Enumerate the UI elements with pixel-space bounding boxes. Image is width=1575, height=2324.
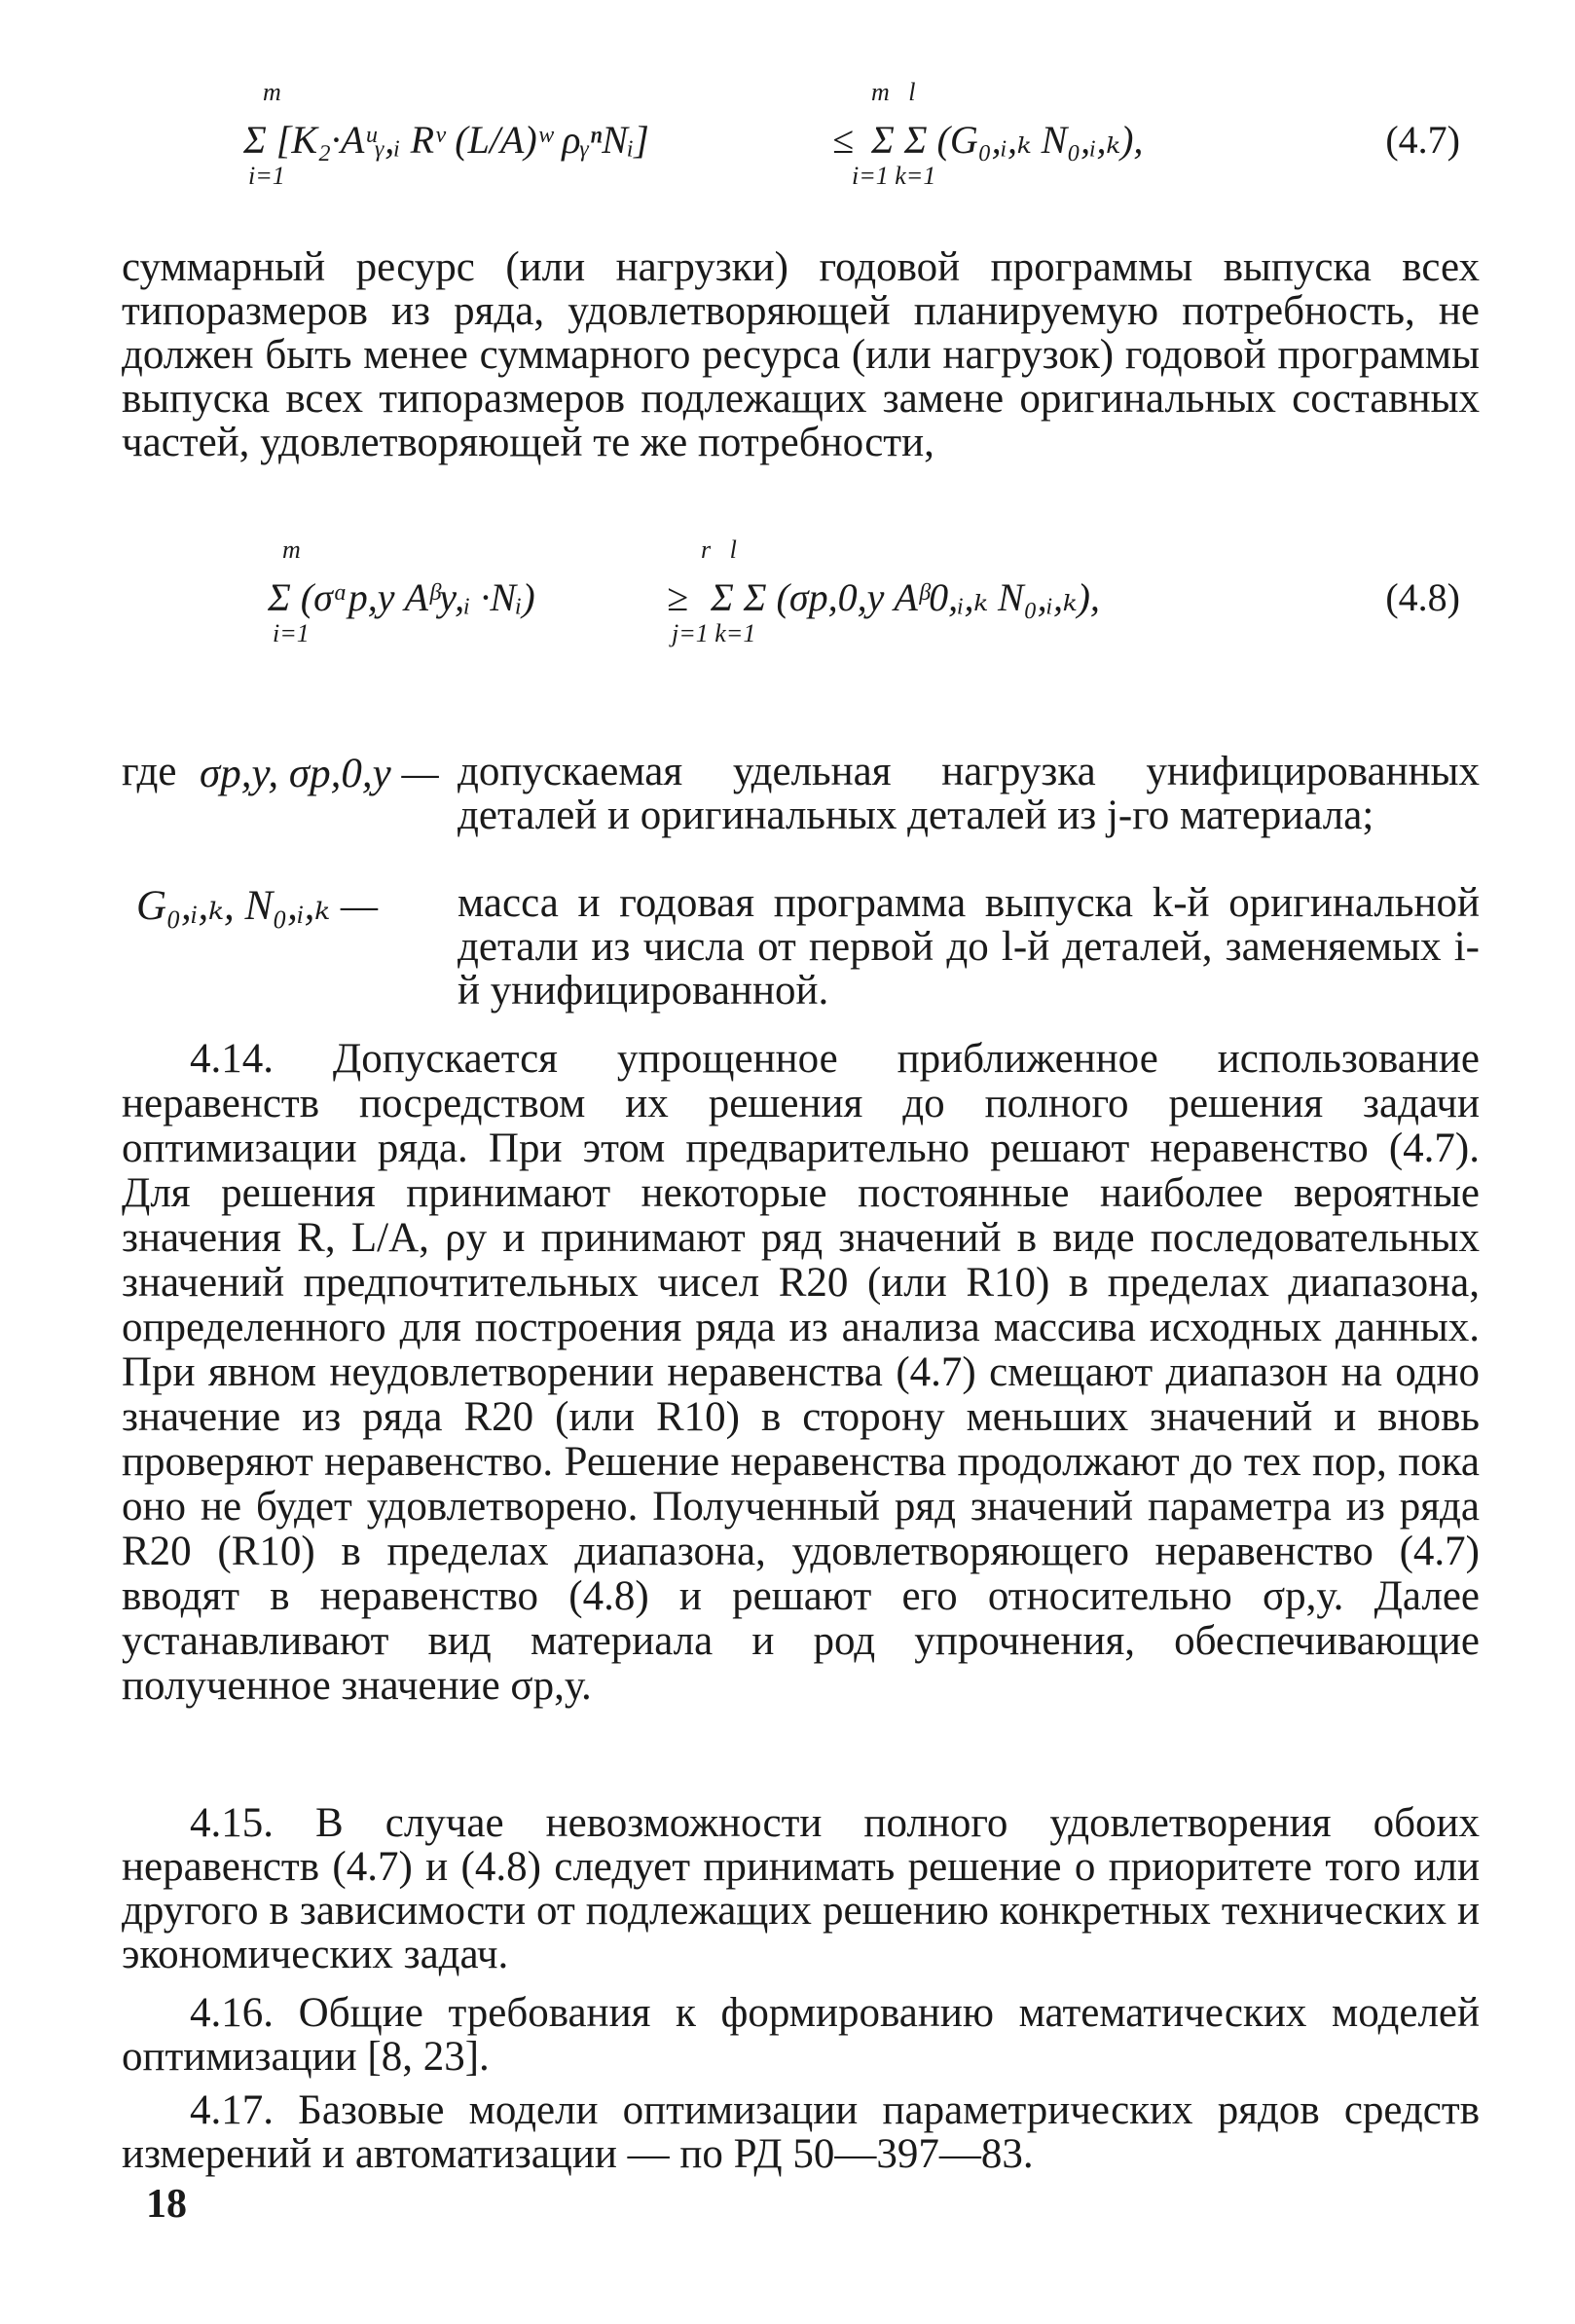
page-number: 18 [146, 2182, 187, 2227]
where-definition-1: допускаемая удельная нагрузка унифицированных деталей и оригинальных деталей из j-го материала; [458, 749, 1480, 838]
eq48-number: (4.8) [1385, 575, 1460, 619]
eq47-lhs: Σ [K₂·Aᵘᵧ,ᵢ Rᵛ (L/A)ʷ ρᵧⁿNᵢ] [243, 118, 649, 162]
eq48-lhs: Σ (σᵅp,у Aᵝу,ᵢ ·Nᵢ) [268, 575, 535, 619]
eq48-upper-left: m [282, 535, 301, 564]
eq48-lower-right: j=1 k=1 [672, 619, 756, 647]
eq47-upper-left: m [263, 78, 281, 106]
eq48-rhs: Σ Σ (σp,0,у Aᵝ0,ᵢ,ₖ N₀,ᵢ,ₖ), [711, 575, 1100, 619]
where-word: где [122, 749, 177, 794]
eq48-relation: ≥ [667, 575, 688, 619]
where-symbol-2: G₀,ᵢ,ₖ, N₀,ᵢ,ₖ — [136, 883, 379, 929]
paragraph-4-15: 4.15. В случае невозможности полного удовлетворения обоих неравенств (4.7) и (4.8) следует принимать решение о приоритете того или другого в зависимости от подлежащих решению конкретных технических и экономических задач. [122, 1800, 1480, 1977]
eq48-lower-left: i=1 [273, 619, 310, 647]
eq47-rhs: Σ Σ (G₀,ᵢ,ₖ N₀,ᵢ,ₖ), [871, 118, 1144, 162]
where-definition-2: масса и годовая программа выпуска k-й оригинальной детали из числа от первой до l-й деталей, заменяемых i-й унифицированной. [458, 880, 1480, 1014]
paragraph-4-16: 4.16. Общие требования к формированию математических моделей оптимизации [8, 23]. [122, 1990, 1480, 2080]
eq47-relation: ≤ [832, 118, 854, 162]
eq47-lower-left: i=1 [248, 162, 285, 190]
paragraph-4-14: 4.14. Допускается упрощенное приближенное использование неравенств посредством их решения до полного решения задачи оптимизации ряда. При этом предварительно решают неравенство (4.7). Для решения принимают некоторые постоянные наиболее вероятные значения R, L/A, ρу и принимают ряд значений в виде последовательных значений предпочтительных чисел R20 (или R10) в пределах диапазона, определенного для построения ряда из анализа массива исходных данных. При явном неудовлетворении неравенства (4.7) смещают диапазон на одно значение из ряда R20 (или R10) в сторону меньших значений и вновь проверяют неравенство. Решение неравенства продолжают до тех пор, пока оно не будет удовлетворено. Полученный ряд значений параметра из ряда R20 (R10) в пределах диапазона, удовлетворяющего неравенство (4.7) вводят в неравенство (4.8) и решают его относительно σp,у. Далее устанавливают вид материала и род упрочнения, обеспечивающие полученное значение σp,у. [122, 1036, 1480, 1709]
eq48-upper-right: r l [701, 535, 737, 564]
paragraph-4-17: 4.17. Базовые модели оптимизации параметрических рядов средств измерений и автоматизации — по РД 50—397—83. [122, 2087, 1480, 2177]
eq47-upper-right: m l [871, 78, 916, 106]
paragraph-1: суммарный ресурс (или нагрузки) годовой программы выпуска всех типоразмеров из ряда, удовлетворяющей планируемую потребность, не должен быть менее суммарного ресурса (или нагрузок) годовой программы выпуска всех типоразмеров подлежащих замене оригинальных составных частей, удовлетворяющей те же потребности, [122, 244, 1480, 465]
equation-4-8 [117, 535, 1460, 652]
where-symbol-1: σp,у, σp,0,у — [200, 751, 439, 796]
eq47-lower-right: i=1 k=1 [852, 162, 936, 190]
equation-4-7 [117, 78, 1460, 195]
eq47-number: (4.7) [1385, 118, 1460, 162]
